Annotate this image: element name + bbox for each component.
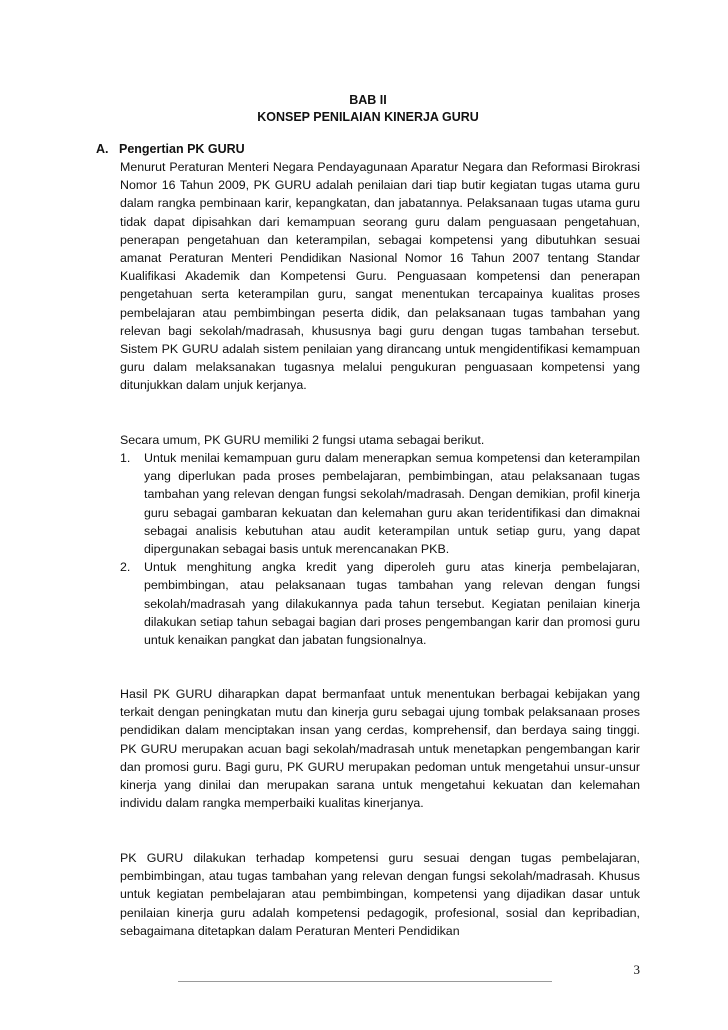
- section-heading: [96, 140, 245, 158]
- list-item: [120, 449, 640, 558]
- competence-paragraph: PK GURU dilakukan terhadap kompetensi guru sesuai dengan tugas pembelajaran, pembimbingan, atau tugas tambahan yang relevan dengan fungsi sekolah/madrasah. Khusus untuk kegiatan pembelajaran atau pembimbingan, kompetensi yang dijadikan dasar untuk penilaian kinerja guru adalah kompetensi pedagogik, profesional, sosial dan kepribadian, sebagaimana ditetapkan dalam Peraturan Menteri Pendidikan: [120, 851, 640, 938]
- list-item-text: Untuk menilai kemampuan guru dalam menerapkan semua kompetensi dan keterampilan yang diperlukan pada proses pembelajaran, pembimbingan, atau pelaksanaan tugas tambahan yang relevan dengan fungsi sekolah/madrasah. Dengan demikian, profil kinerja guru sebagai gambaran kekuatan dan kelemahan guru akan teridentifikasi dan dimaknai sebagai analisis kebutuhan atau audit keterampilan untuk setiap guru, yang dapat dipergunakan sebagai basis untuk merencanakan PKB.: [144, 451, 640, 557]
- functions-list: [120, 449, 640, 649]
- page-number: 3: [633, 962, 640, 977]
- footer-divider: [178, 981, 552, 982]
- list-item-number: 1.: [120, 451, 131, 465]
- intro-paragraph: Menurut Peraturan Menteri Negara Pendayagunaan Aparatur Negara dan Reformasi Birokrasi Nomor 16 Tahun 2009, PK GURU adalah penilaian dari tiap butir kegiatan tugas utama guru dalam rangka pembinaan karir, kepangkatan, dan jabatannya. Pelaksanaan tugas utama guru tidak dapat dipisahkan dari kemampuan seorang guru dalam penguasaan pengetahuan, penerapan pengetahuan dan keterampilan, sebagai kompetensi yang dibutuhkan sesuai amanat Peraturan Menteri Pendidikan Nasional Nomor 16 Tahun 2007 tentang Standar Kualifikasi Akademik dan Kompetensi Guru. Penguasaan kompetensi dan penerapan pengetahuan serta keterampilan guru, sangat menentukan tercapainya kualitas proses pembelajaran atau pembimbingan peserta didik, dan pelaksanaan tugas tambahan yang relevan bagi sekolah/madrasah, khususnya bagi guru dengan tugas tambahan tersebut. Sistem PK GURU adalah sistem penilaian yang dirancang untuk mengidentifikasi kemampuan guru dalam melaksanakan tugasnya melalui pengukuran penguasaan kompetensi yang ditunjukkan dalam unjuk kerjanya.: [120, 160, 640, 393]
- list-item: [120, 558, 640, 649]
- chapter-label: BAB II: [349, 93, 387, 107]
- chapter-title: KONSEP PENILAIAN KINERJA GURU: [257, 110, 479, 124]
- benefits-paragraph: Hasil PK GURU diharapkan dapat bermanfaat untuk menentukan berbagai kebijakan yang terkait dengan peningkatan mutu dan kinerja guru sebagai ujung tombak pelaksanaan proses pendidikan dalam menciptakan insan yang cerdas, komprehensif, dan berdaya saing tinggi. PK GURU merupakan acuan bagi sekolah/madrasah untuk menetapkan pengembangan karir dan promosi guru. Bagi guru, PK GURU merupakan pedoman untuk mengetahui unsur-unsur kinerja yang dinilai dan merupakan sarana untuk mengetahui kekuatan dan kelemahan individu dalam rangka memperbaiki kualitas kinerjanya.: [120, 687, 640, 811]
- functions-lead-paragraph: Secara umum, PK GURU memiliki 2 fungsi utama sebagai berikut.: [120, 433, 485, 447]
- list-item-text: Untuk menghitung angka kredit yang diperoleh guru atas kinerja pembelajaran, pembimbingan, atau pelaksanaan tugas tambahan yang relevan dengan fungsi sekolah/madrasah yang dilakukannya pada tahun tersebut. Kegiatan penilaian kinerja dilakukan setiap tahun sebagai bagian dari proses pengembangan karir dan promosi guru untuk kenaikan pangkat dan jabatan fungsionalnya.: [144, 560, 640, 648]
- list-item-number: 2.: [120, 560, 131, 575]
- section-letter: A.: [96, 142, 109, 156]
- section-title: Pengertian PK GURU: [119, 142, 245, 156]
